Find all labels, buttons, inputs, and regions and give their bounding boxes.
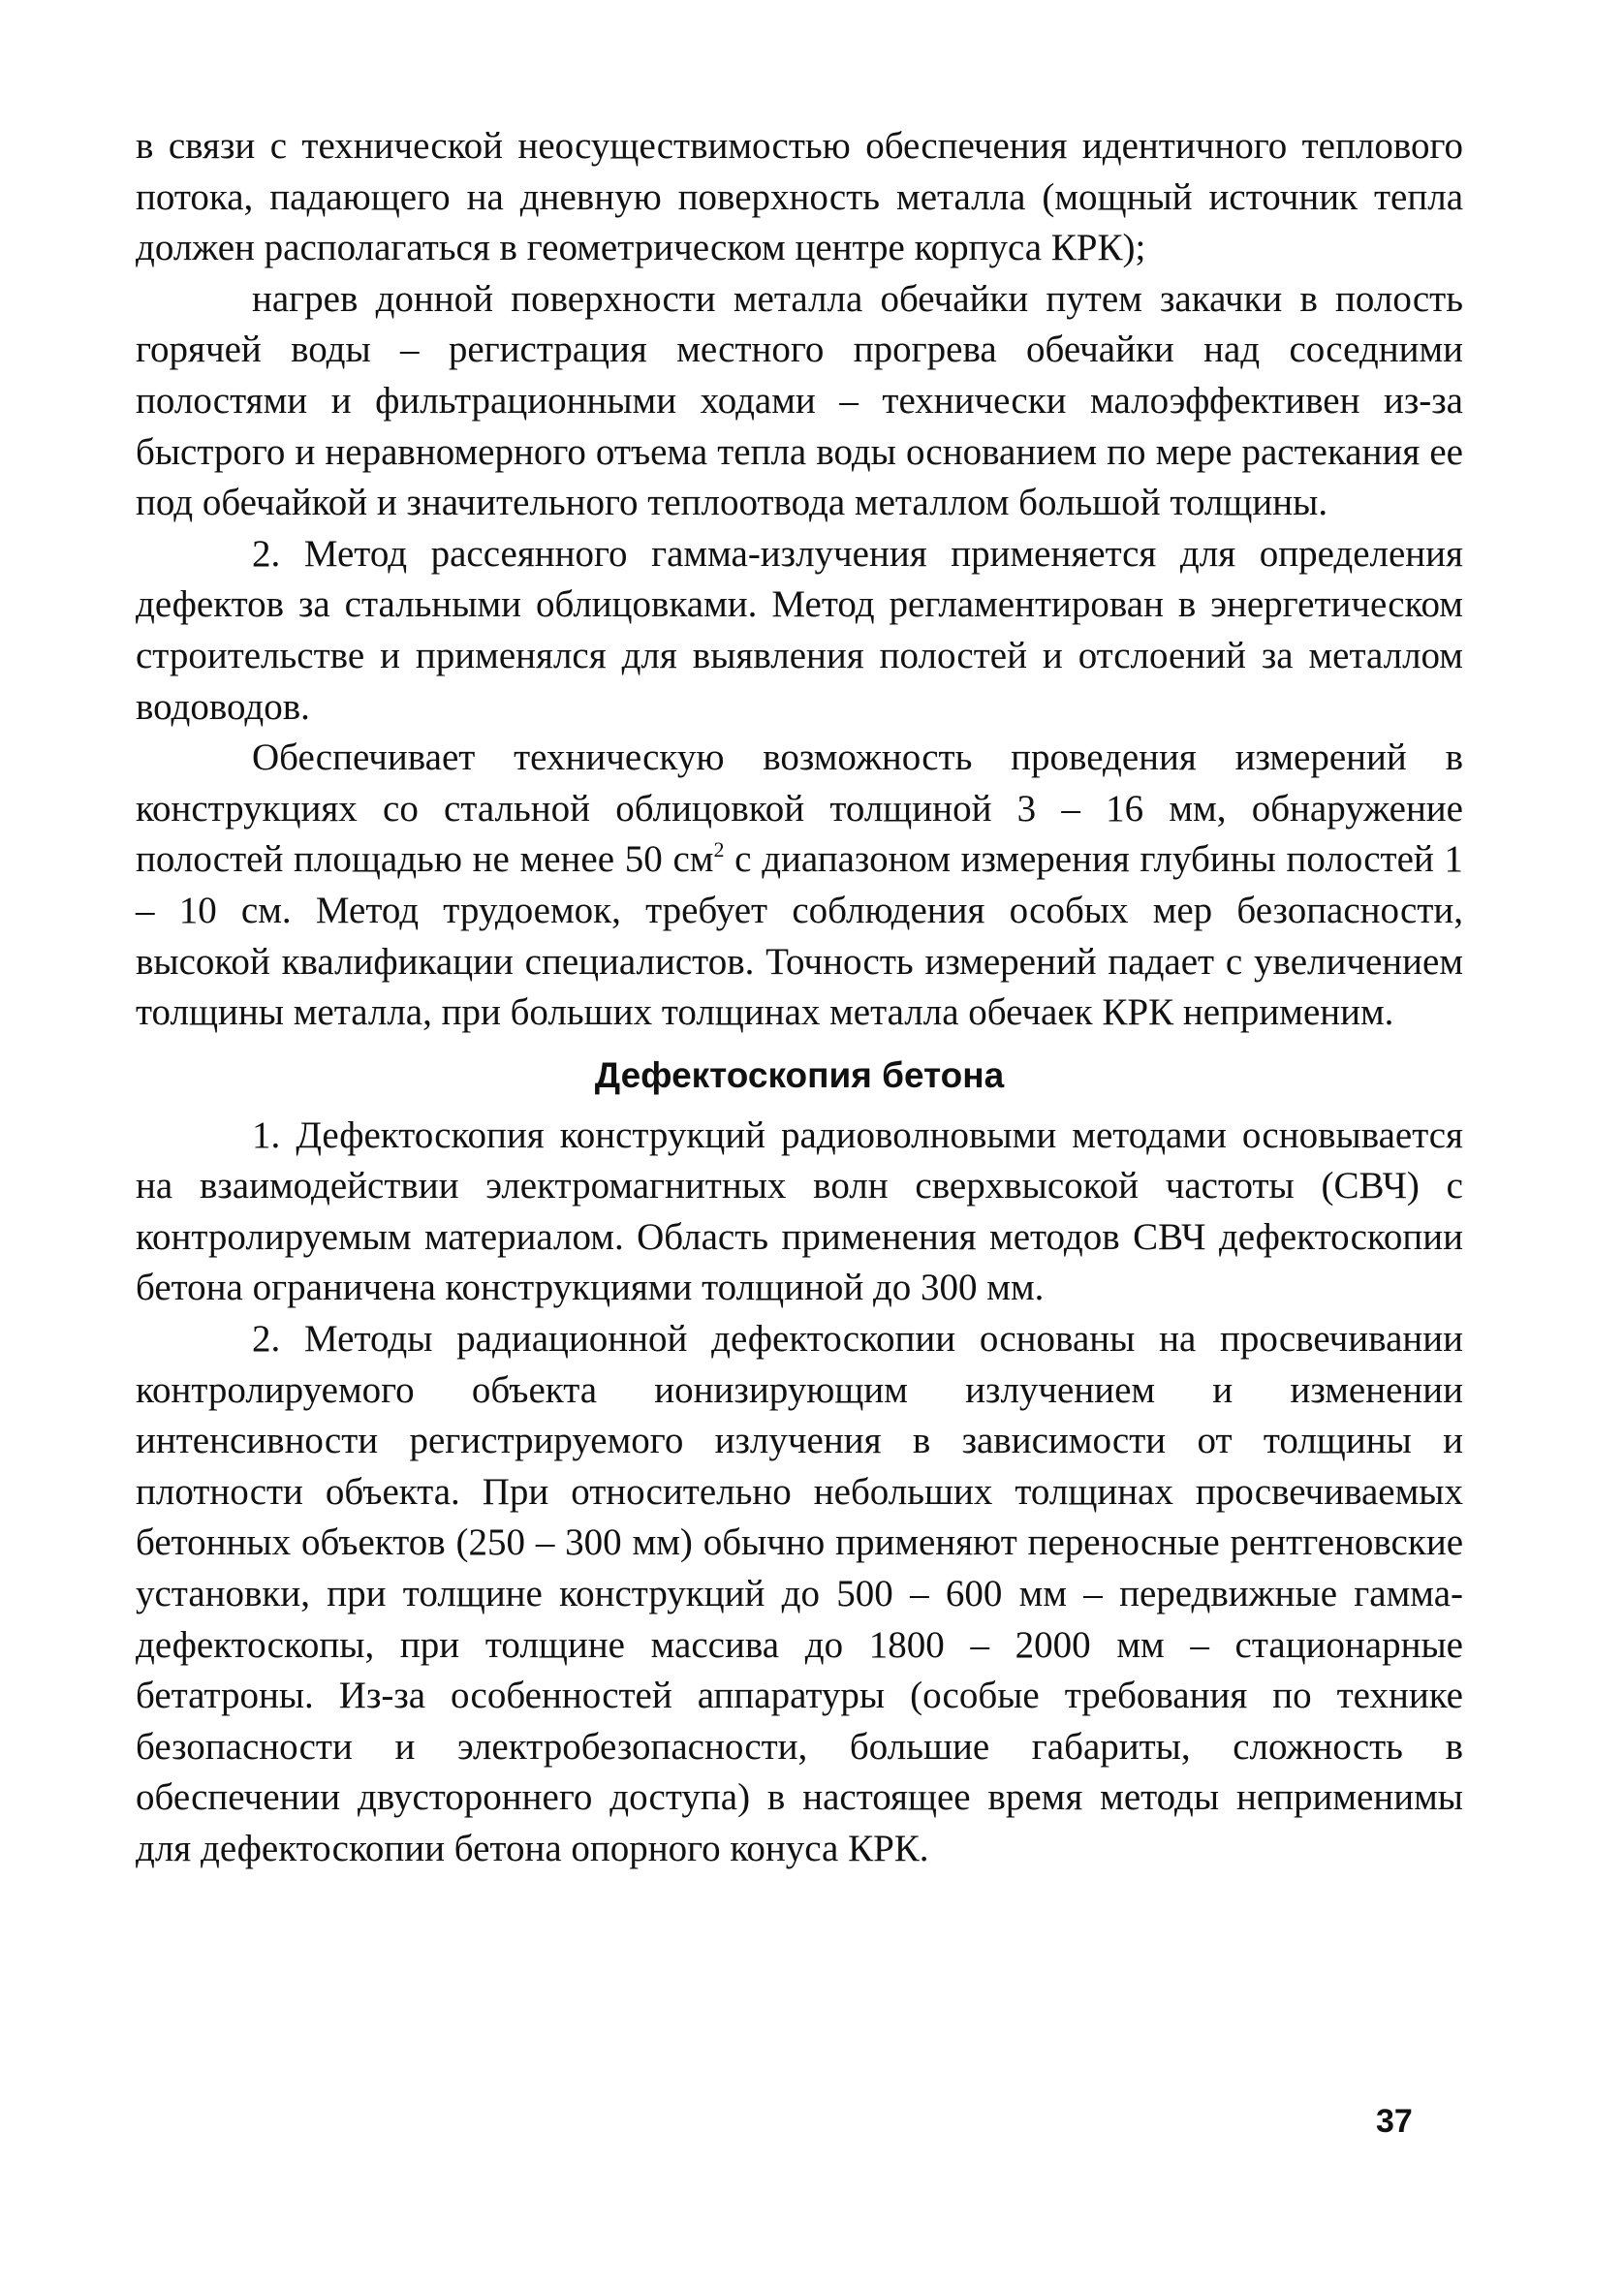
page-body	[136, 121, 1463, 1875]
paragraph-6: 2. Методы радиационной дефектоскопии основаны на просвечивании контролируемого объекта ионизирующим излучением и изменении интенсивности регистрируемого излучения в зависимости от толщины и плотности объекта. При относительно небольших толщинах просвечиваемых бетонных объектов (250 – 300 мм) обычно применяют переносные рентгеновские установки, при толщине конструкций до 500 – 600 мм – передвижные гамма-дефектоскопы, при толщине массива до 1800 – 2000 мм – стационарные бетатроны. Из-за особенностей аппаратуры (особые требования по технике безопасности и электробезопасности, большие габариты, сложность в обеспечении двустороннего доступа) в настоящее время методы неприменимы для дефектоскопии бетона опорного конуса КРК.	[136, 1318, 1463, 1869]
section-heading: Дефектоскопия бетона	[594, 1054, 1005, 1095]
paragraph-4-text-end: с диапазоном измерения глубины полостей 1 – 10 см. Метод трудоемок, требует соблюдения особых мер безопасности, высокой квалификации специалистов. Точность измерений падает с увеличением толщины металла, при больших толщинах металла обечаек КРК неприменим.	[136, 838, 1463, 1034]
paragraph-1: в связи с технической неосуществимостью обеспечения идентичного теплового потока, падающего на дневную поверхность металла (мощный источник тепла должен располагаться в геометрическом центре корпуса КРК);	[136, 125, 1463, 269]
paragraph-5: 1. Дефектоскопия конструкций радиоволновыми методами основывается на взаимодействии электромагнитных волн сверхвысокой частоты (СВЧ) с контролируемым материалом. Область применения методов СВЧ дефектоскопии бетона ограничена конструкциями толщиной до 300 мм.	[136, 1113, 1463, 1309]
page-number: 37	[1376, 2103, 1413, 2140]
paragraph-3: 2. Метод рассеянного гамма-излучения применяется для определения дефектов за стальными облицовками. Метод регламентирован в энергетическом строительстве и применялся для выявления полостей и отслоений за металлом водоводов.	[136, 532, 1463, 728]
paragraph-4-text-start: Обеспечивает техническую возможность проведения измерений в конструкциях со стальной облицовкой толщиной 3 – 16 мм, обнаружение полостей площадью не менее 50 см	[136, 737, 1463, 881]
paragraph-4	[136, 733, 1463, 1039]
paragraph-2: нагрев донной поверхности металла обечайки путем закачки в полость горячей воды – регистрация местного прогрева обечайки над соседними полостями и фильтрационными ходами – технически малоэффективен из-за быстрого и неравномерного отъема тепла воды основанием по мере растекания ее под обечайкой и значительного теплоотвода металлом большой толщины.	[136, 277, 1463, 524]
superscript-2: 2	[713, 837, 725, 862]
